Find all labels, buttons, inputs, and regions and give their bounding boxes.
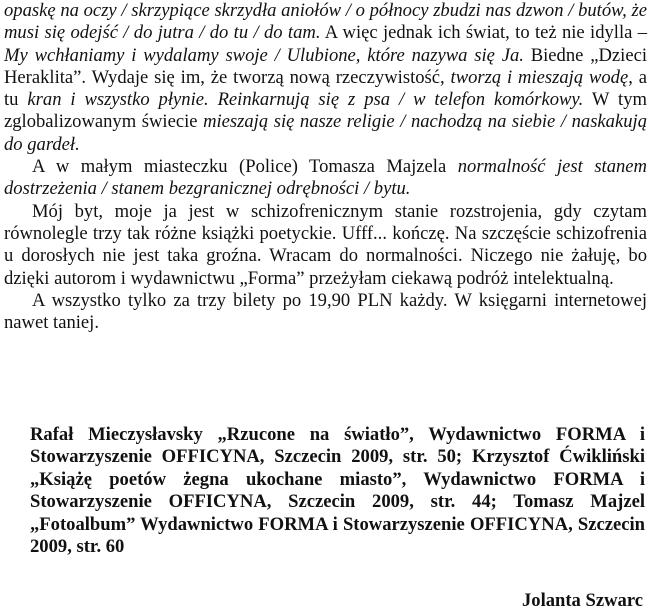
paragraph-4: A wszystko tylko za trzy bilety po 19,90 PLN każdy. W księgarni internetowej nawet taniej. xyxy=(4,289,647,334)
paragraph-3: Mój byt, moje ja jest w schizofrenicznym stanie rozstrojenia, gdy czytam równolegle trzy tak różne książki poetyckie. Ufff... kończę. Na szczęście schizofrenia u dorosłych nie jest taka groźna. Wracam do normalności. Niczego nie żałuję, bo dzięki autorom i wydawnictwu „Forma” przeżyłam ciekawą podróż intelektualną. xyxy=(4,200,647,289)
quote: tworzą i mieszają wodę xyxy=(450,66,629,88)
text-run: A w małym miasteczku (Police) Tomasza Majzela xyxy=(32,156,458,178)
bibliography: Rafał Mieczysłavsky „Rzucone na światło”, Wydawnictwo FORMA i Stowarzyszenie OFFICYNA, Szczecin 2009, str. 50; Krzysztof Ćwikliński „Książę poetów żegna ukochane miasto”, Wydawnictwo FORMA i Stowarzyszenie OFFICYNA, Szczecin 2009, str. 44; Tomasz Majzel „Fotoalbum” Wydawnictwo FORMA i Stowarzyszenie OFFICYNA, Szczecin 2009, str. 60 xyxy=(30,424,645,558)
quote: normalność jest stanem dostrzeżenia / stanem bezgranicznej odrębności / bytu. xyxy=(4,156,647,200)
quote: opaskę na oczy / skrzypiące skrzydła aniołów / o północy zbudzi nas dzwon / butów, że musi się odejść / do jutra / do tu / do tam. xyxy=(4,0,647,44)
text-run: Biedne „Dzieci Heraklita”. Wydaje się im, że tworzą nową rzeczywistość, xyxy=(4,44,647,88)
paragraph-2 xyxy=(4,156,647,201)
author-signature: Jolanta Szwarc xyxy=(521,590,643,611)
text-run: A więc jednak ich świat, to też nie idylla – xyxy=(320,22,648,44)
quote: mieszają się nasze religie / nachodzą na siebie / naskakują do gardeł. xyxy=(4,111,647,155)
text-run: W tym zglobalizowanym świecie xyxy=(4,89,647,133)
paragraph-1 xyxy=(4,0,647,156)
quote: My wchłaniamy i wydalamy swoje / Ulubione, które nazywa się Ja. xyxy=(4,44,524,66)
article-body xyxy=(4,0,647,334)
quote: kran i wszystko płynie. Reinkarnują się z psa / w telefon komórkowy. xyxy=(27,89,584,111)
text-run: , a tu xyxy=(4,66,647,111)
